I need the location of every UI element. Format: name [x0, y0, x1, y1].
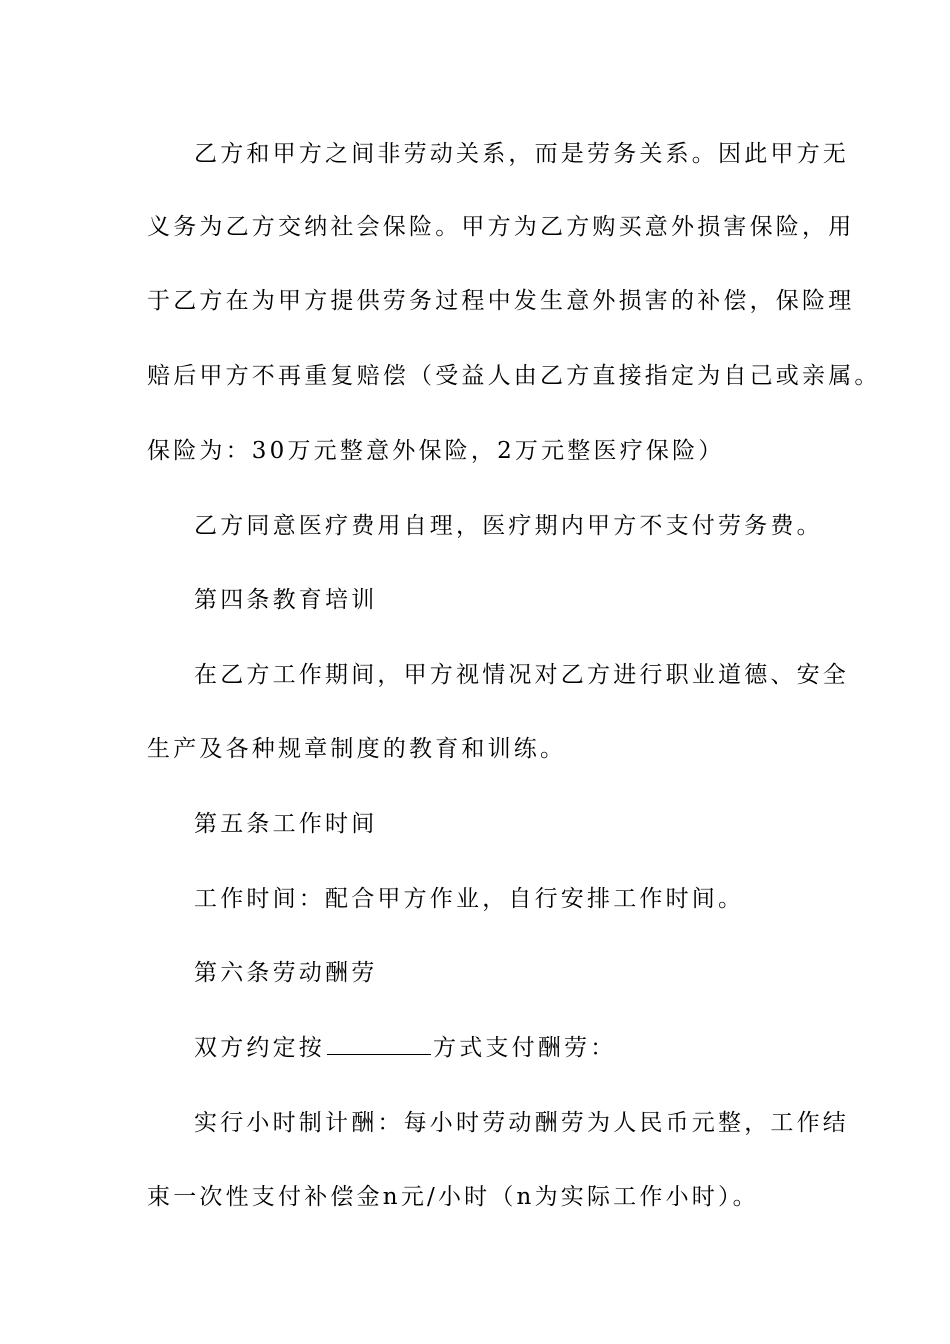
section-heading: 第六条劳动酬劳 — [194, 960, 378, 986]
paragraph-line — [194, 1033, 616, 1063]
text-segment: 方式支付酬劳： — [433, 1035, 617, 1061]
paragraph-line: 于乙方在为甲方提供劳务过程中发生意外损害的补偿，保险理 — [147, 288, 855, 314]
paragraph-line: 实行小时制计酬：每小时劳动酬劳为人民币元整，工作结 — [194, 1110, 849, 1136]
fill-in-blank — [327, 1034, 431, 1055]
text-segment: 双方约定按 — [194, 1035, 325, 1061]
paragraph-line: 保险为：30万元整意外保险，2万元整医疗保险） — [147, 438, 725, 464]
section-heading: 第五条工作时间 — [194, 811, 378, 837]
paragraph-line: 束一次性支付补偿金n元/小时（n为实际工作小时）。 — [147, 1184, 759, 1210]
section-heading: 第四条教育培训 — [194, 587, 378, 613]
paragraph-line: 乙方和甲方之间非劳动关系，而是劳务关系。因此甲方无 — [194, 141, 849, 167]
paragraph-line: 在乙方工作期间，甲方视情况对乙方进行职业道德、安全 — [194, 662, 849, 688]
paragraph-line: 义务为乙方交纳社会保险。甲方为乙方购买意外损害保险，用 — [147, 214, 855, 240]
paragraph-line: 生产及各种规章制度的教育和训练。 — [147, 736, 567, 762]
paragraph-line: 工作时间：配合甲方作业，自行安排工作时间。 — [194, 886, 745, 912]
paragraph-line: 赔后甲方不再重复赔偿（受益人由乙方直接指定为自己或亲属。 — [147, 363, 881, 389]
paragraph-line: 乙方同意医疗费用自理，医疗期内甲方不支付劳务费。 — [194, 513, 823, 539]
